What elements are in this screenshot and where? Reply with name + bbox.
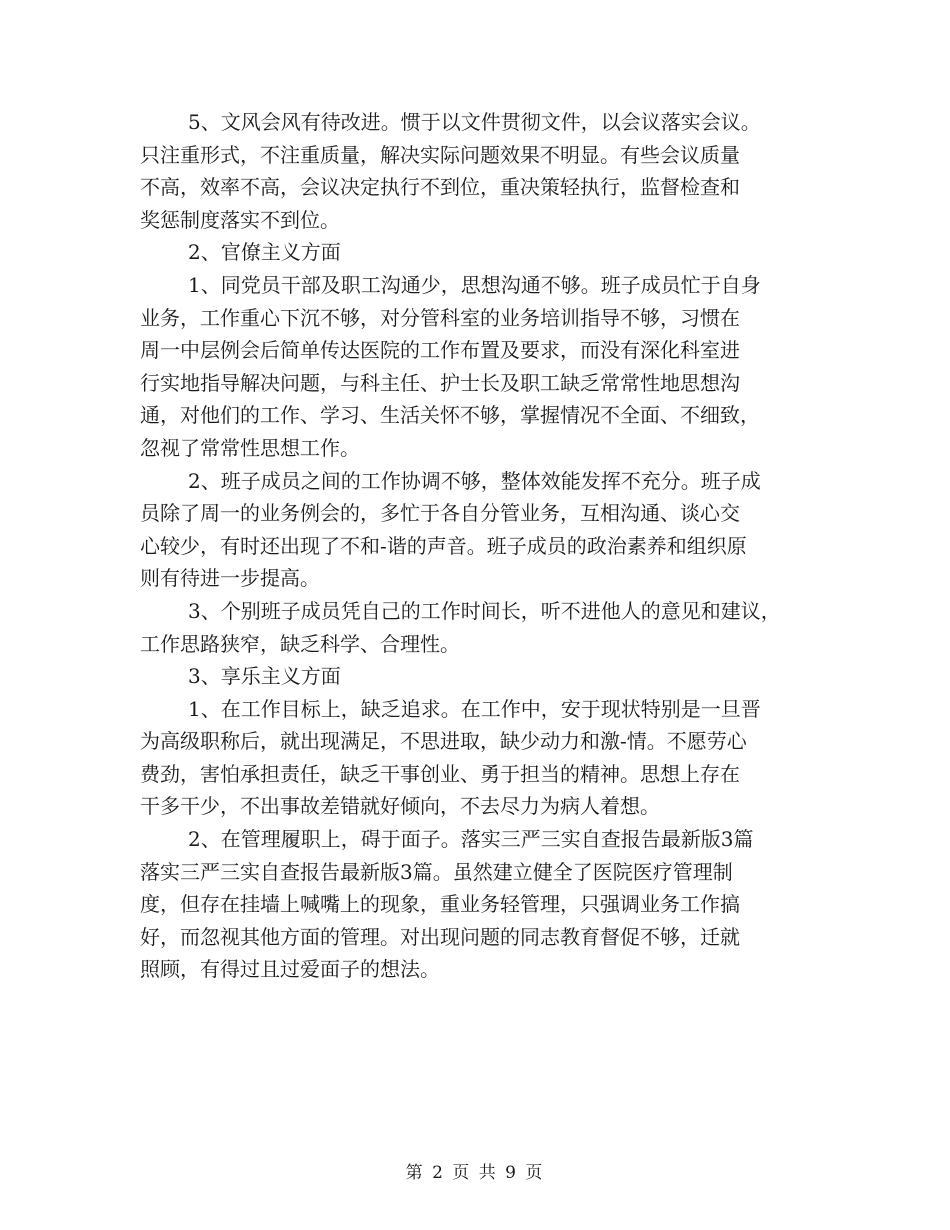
paragraph-line: 周一中层例会后简单传达医院的工作布置及要求，而没有深化科室进 [140, 338, 740, 363]
paragraph-line: 度，但存在挂墙上喊嘴上的现象，重业务轻管理，只强调业务工作搞 [140, 892, 740, 917]
paragraph-line: 工作思路狭窄，缺乏科学、合理性。 [140, 631, 460, 656]
paragraph-line: 心较少，有时还出现了不和-谐的声音。班子成员的政治素养和组织原 [140, 533, 747, 558]
paragraph-line: 员除了周一的业务例会的，多忙于各自分管业务，互相沟通、谈心交 [140, 501, 740, 526]
paragraph-line: 好，而忽视其他方面的管理。对出现问题的同志教育督促不够，迁就 [140, 924, 740, 949]
paragraph-line: 业务，工作重心下沉不够，对分管科室的业务培训指导不够，习惯在 [140, 305, 740, 330]
paragraph-line: 3、个别班子成员凭自己的工作时间长，听不进他人的意见和建议， [188, 598, 781, 623]
paragraph-line: 费劲，害怕承担责任，缺乏干事创业、勇于担当的精神。思想上存在 [140, 761, 740, 786]
paragraph-line: 2、班子成员之间的工作协调不够，整体效能发挥不充分。班子成 [188, 468, 761, 493]
paragraph-line: 照顾，有得过且过爱面子的想法。 [140, 957, 440, 982]
paragraph-line: 通，对他们的工作、学习、生活关怀不够，掌握情况不全面、不细致， [140, 403, 760, 428]
paragraph-line: 干多干少，不出事故差错就好倾向，不去尽力为病人着想。 [140, 794, 660, 819]
paragraph-line: 只注重形式，不注重质量，解决实际问题效果不明显。有些会议质量 [140, 142, 740, 167]
paragraph-line: 落实三严三实自查报告最新版3篇。虽然建立健全了医院医疗管理制 [140, 859, 733, 884]
section-heading: 2、官僚主义方面 [188, 240, 341, 265]
paragraph-line: 2、在管理履职上，碍于面子。落实三严三实自查报告最新版3篇 [188, 827, 754, 852]
body-text [140, 106, 820, 986]
paragraph-line: 5、文风会风有待改进。惯于以文件贯彻文件，以会议落实会议。 [188, 110, 761, 134]
section-heading: 3、享乐主义方面 [188, 664, 341, 689]
paragraph-line: 不高，效率不高，会议决定执行不到位，重决策轻执行，监督检查和 [140, 175, 740, 200]
paragraph-line: 奖惩制度落实不到位。 [140, 207, 340, 232]
paragraph-line: 1、同党员干部及职工沟通少，思想沟通不够。班子成员忙于自身 [188, 272, 761, 297]
paragraph-line: 为高级职称后，就出现满足，不思进取，缺少动力和激-情。不愿劳心 [140, 729, 747, 754]
paragraph-line: 1、在工作目标上，缺乏追求。在工作中，安于现状特别是一旦晋 [188, 696, 761, 721]
paragraph-line: 则有待进一步提高。 [140, 566, 320, 591]
paragraph-line: 忽视了常常性思想工作。 [140, 435, 360, 460]
page-footer: 第 2 页 共 9 页 [405, 1163, 545, 1183]
paragraph-line: 行实地指导解决问题，与科主任、护士长及职工缺乏常常性地思想沟 [140, 370, 740, 395]
